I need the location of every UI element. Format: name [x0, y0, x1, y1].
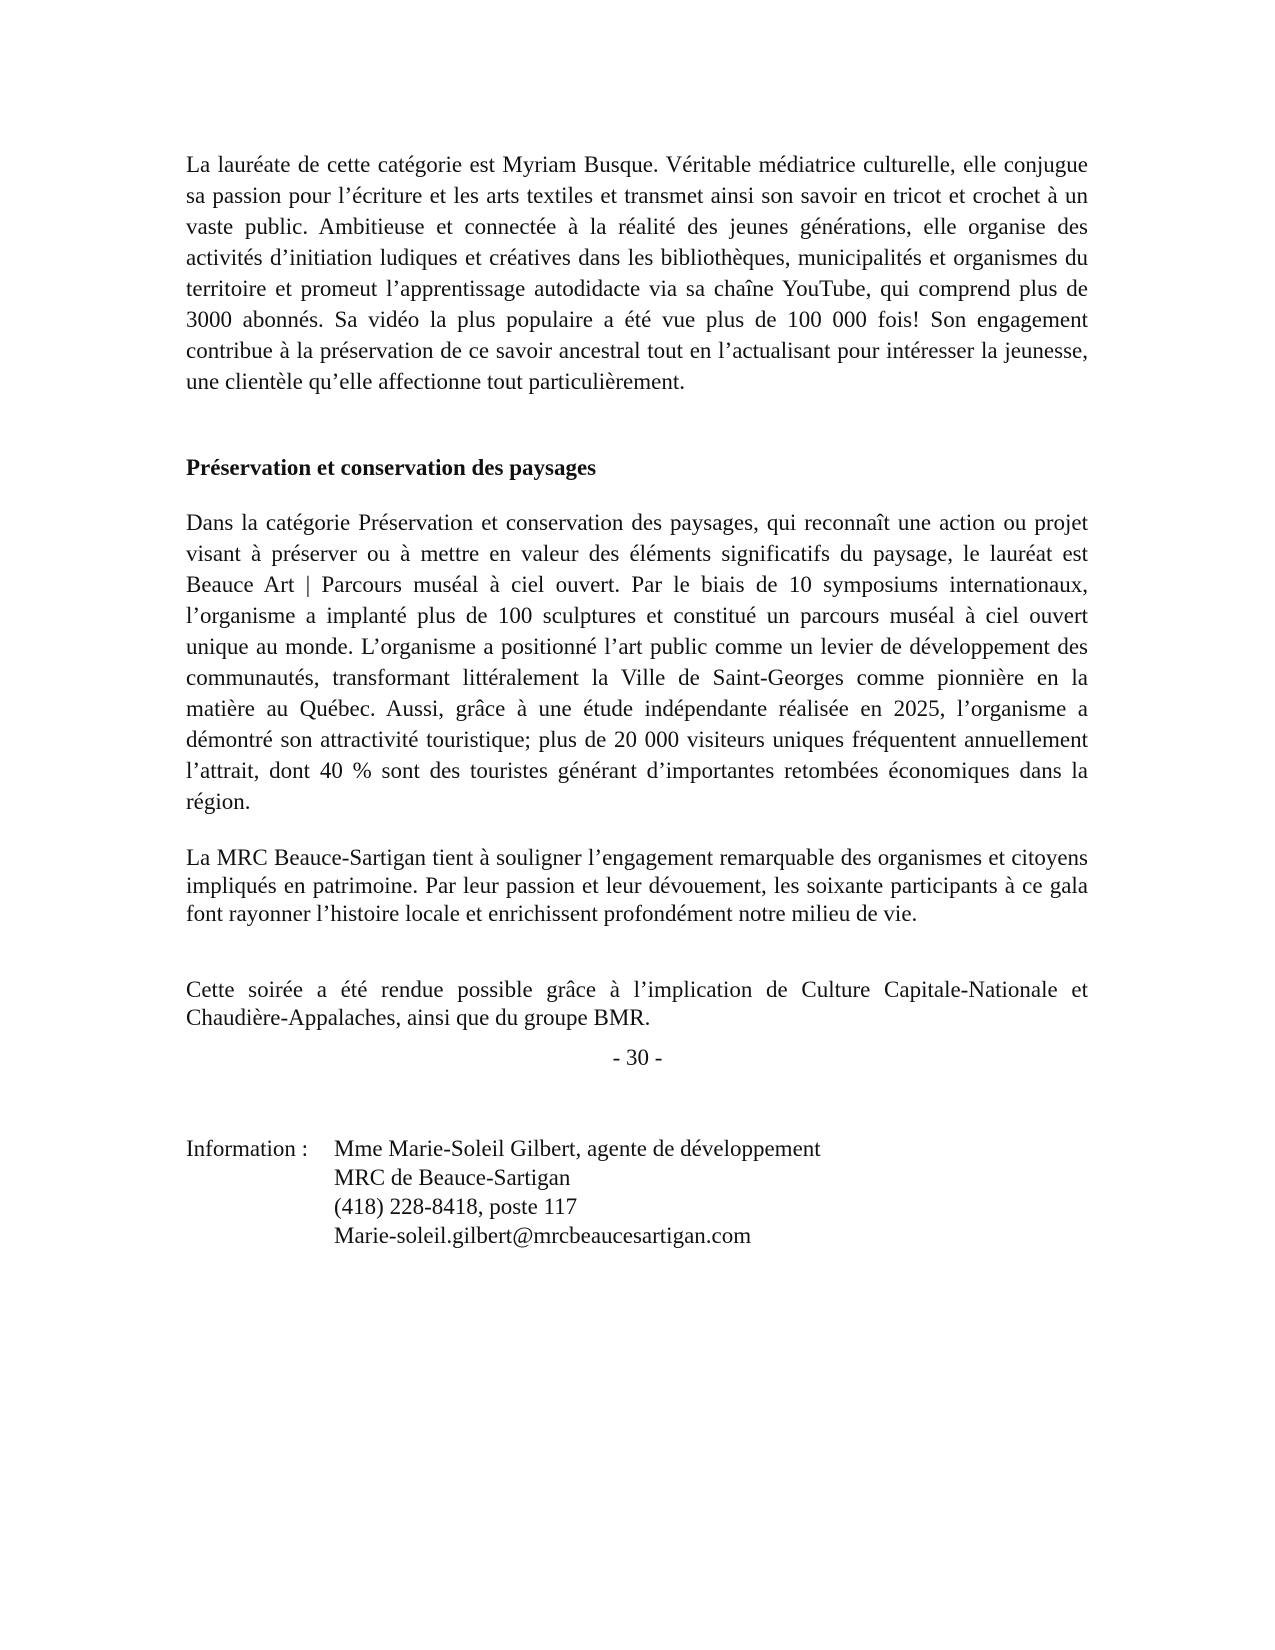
contact-label: Information : [186, 1136, 308, 1161]
contact-details [334, 1134, 821, 1250]
paragraph-thanks: Cette soirée a été rendue possible grâce à l’implication de Culture Capitale-Nationale et Chaudière-Appalaches, ainsi que du groupe BMR. [186, 977, 1088, 1030]
paragraph-mrc-acknowledgement: La MRC Beauce-Sartigan tient à souligner l’engagement remarquable des organismes et citoyens impliqués en patrimoine. Par leur passion et leur dévouement, les soixante participants à ce gala font rayonner l’histoire locale et enrichissent profondément notre milieu de vie. [186, 845, 1088, 926]
paragraph-preservation: Dans la catégorie Préservation et conservation des paysages, qui reconnaît une action ou projet visant à préserver ou à mettre en valeur des éléments significatifs du paysage, le lauréat est Beauce Art | Parcours muséal à ciel ouvert. Par le biais de 10 symposiums internationaux, l’organisme a implanté plus de 100 sculptures et constitué un parcours muséal à ciel ouvert unique au monde. L’organisme a positionné l’art public comme un levier de développement des communautés, transformant littéralement la Ville de Saint-Georges comme pionnière en la matière au Québec. Aussi, grâce à une étude indépendante réalisée en 2025, l’organisme a démontré son attractivité touristique; plus de 20 000 visiteurs uniques fréquentent annuellement l’attrait, dont 40 % sont des touristes générant d’importantes retombées économiques dans la région. [186, 510, 1088, 814]
contact-name: Mme Marie-Soleil Gilbert, agente de développement [334, 1136, 821, 1161]
contact-email: Marie-soleil.gilbert@mrcbeaucesartigan.com [334, 1223, 752, 1248]
section-heading-preservation: Préservation et conservation des paysages [186, 455, 597, 480]
page-number: - 30 - [612, 1045, 663, 1070]
paragraph-laureate: La lauréate de cette catégorie est Myriam Busque. Véritable médiatrice culturelle, elle conjugue sa passion pour l’écriture et les arts textiles et transmet ainsi son savoir en tricot et crochet à un vaste public. Ambitieuse et connectée à la réalité des jeunes générations, elle organise des activités d’initiation ludiques et créatives dans les bibliothèques, municipalités et organismes du territoire et promeut l’apprentissage autodidacte via sa chaîne YouTube, qui comprend plus de 3000 abonnés. Sa vidéo la plus populaire a été vue plus de 100 000 fois! Son engagement contribue à la préservation de ce savoir ancestral tout en l’actualisant pour intéresser la jeunesse, une clientèle qu’elle affectionne tout particulièrement. [186, 152, 1088, 394]
contact-phone: (418) 228-8418, poste 117 [334, 1194, 578, 1219]
contact-organization: MRC de Beauce-Sartigan [334, 1165, 571, 1190]
